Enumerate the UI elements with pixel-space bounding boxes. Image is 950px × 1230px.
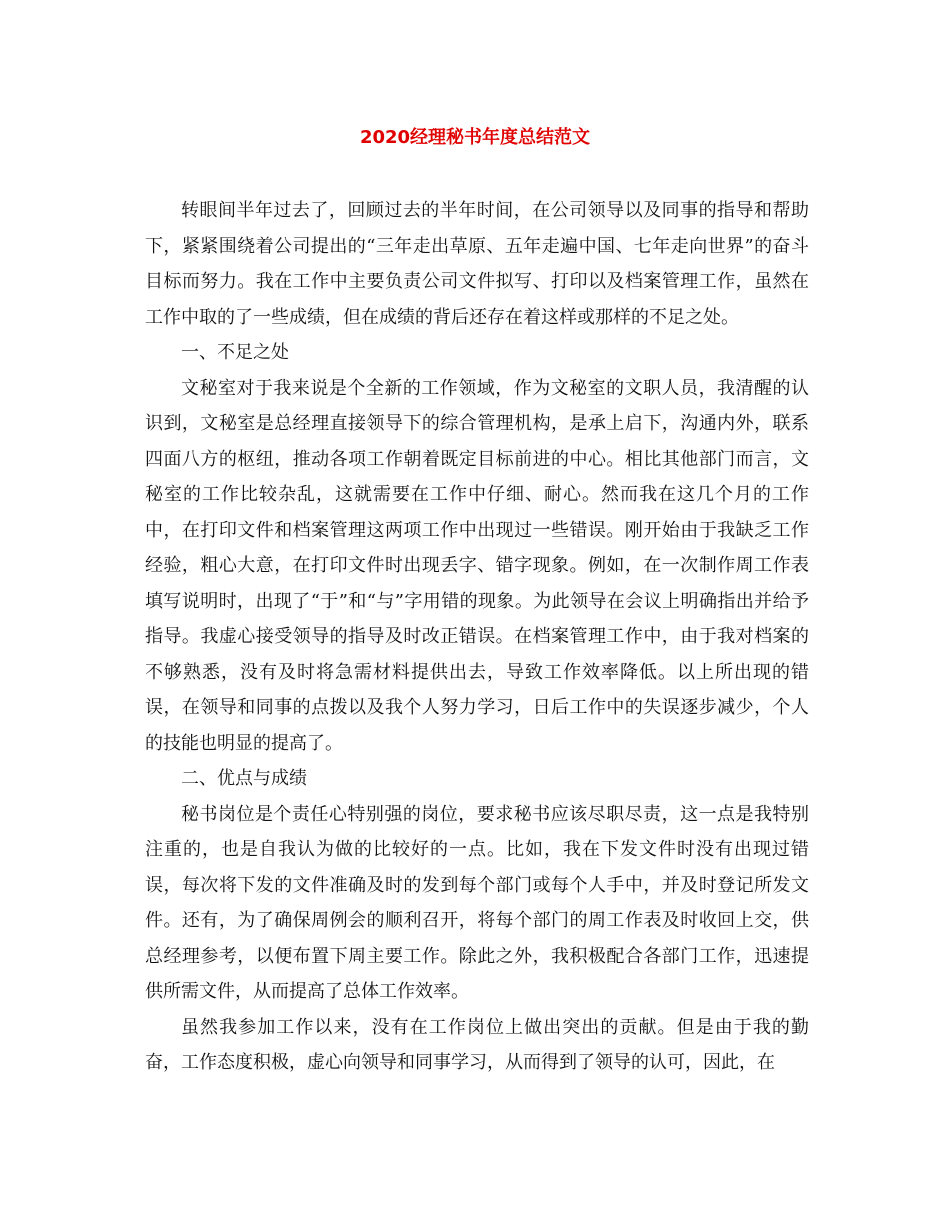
paragraph-conclusion: 虽然我参加工作以来，没有在工作岗位上做出突出的贡献。但是由于我的勤奋，工作态度积极，虚心向领导和同事学习，从而得到了领导的认可，因此，在 [145, 1016, 809, 1073]
document-title: 2020经理秘书年度总结范文 [359, 127, 591, 148]
document-body [145, 193, 809, 1081]
paragraph-intro: 转眼间半年过去了，回顾过去的半年时间，在公司领导以及同事的指导和帮助下，紧紧围绕着公司提出的“三年走出草原、五年走遍中国、七年走向世界”的奋斗目标而努力。我在工作中主要负责公司文件拟写、打印以及档案管理工作，虽然在工作中取的了一些成绩，但在成绩的背后还存在着这样或那样的不足之处。 [145, 200, 809, 328]
section-heading-strengths: 二、优点与成绩 [181, 768, 307, 789]
section-heading-shortcomings: 一、不足之处 [181, 342, 289, 363]
paragraph-shortcomings: 文秘室对于我来说是个全新的工作领域，作为文秘室的文职人员，我清醒的认识到，文秘室是总经理直接领导下的综合管理机构，是承上启下，沟通内外，联系四面八方的枢纽，推动各项工作朝着既定目标前进的中心。相比其他部门而言，文秘室的工作比较杂乱，这就需要在工作中仔细、耐心。然而我在这几个月的工作中，在打印文件和档案管理这两项工作中出现过一些错误。刚开始由于我缺乏工作经验，粗心大意，在打印文件时出现丢字、错字现象。例如，在一次制作周工作表填写说明时，出现了“于”和“与”字用错的现象。为此领导在会议上明确指出并给予指导。我虚心接受领导的指导及时改正错误。在档案管理工作中，由于我对档案的不够熟悉，没有及时将急需材料提供出去，导致工作效率降低。以上所出现的错误，在领导和同事的点拨以及我个人努力学习，日后工作中的失误逐步减少，个人的技能也明显的提高了。 [145, 377, 809, 754]
paragraph-strengths: 秘书岗位是个责任心特别强的岗位，要求秘书应该尽职尽责，这一点是我特别注重的，也是自我认为做的比较好的一点。比如，我在下发文件时没有出现过错误，每次将下发的文件准确及时的发到每个部门或每个人手中，并及时登记所发文件。还有，为了确保周例会的顺利召开，将每个部门的周工作表及时收回上交，供总经理参考，以便布置下周主要工作。除此之外，我积极配合各部门工作，迅速提供所需文件，从而提高了总体工作效率。 [145, 803, 809, 1002]
